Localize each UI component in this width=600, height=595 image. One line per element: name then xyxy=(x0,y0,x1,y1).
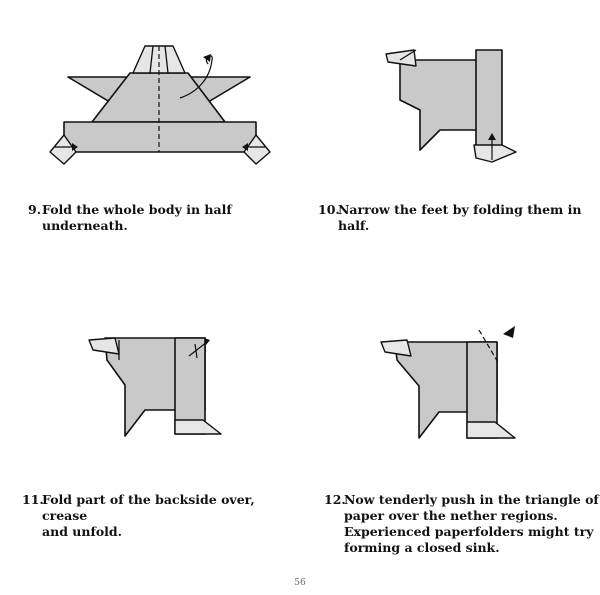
step-number: 12. xyxy=(324,492,346,507)
step-11-diagram xyxy=(85,330,225,445)
step-10-caption xyxy=(318,202,600,234)
step-number: 10. xyxy=(318,202,340,217)
step-11-caption xyxy=(22,492,302,540)
step-text: Narrow the feet by folding them in half. xyxy=(338,202,582,233)
step-9-diagram xyxy=(40,40,280,180)
page-number: 56 xyxy=(294,578,306,588)
step-12-diagram xyxy=(375,320,530,445)
step-9-caption xyxy=(28,202,288,234)
step-number: 11. xyxy=(22,492,44,507)
step-10-diagram xyxy=(380,40,530,170)
step-12-caption xyxy=(324,492,600,556)
step-text: Fold the whole body in half underneath. xyxy=(42,202,232,233)
step-text: Now tenderly push in the triangle of paper over the nether regions. Experienced paperfolders might try forming a closed sink. xyxy=(344,492,599,555)
step-text: Fold part of the backside over, crease and unfold. xyxy=(42,492,255,539)
step-number: 9. xyxy=(28,202,42,217)
